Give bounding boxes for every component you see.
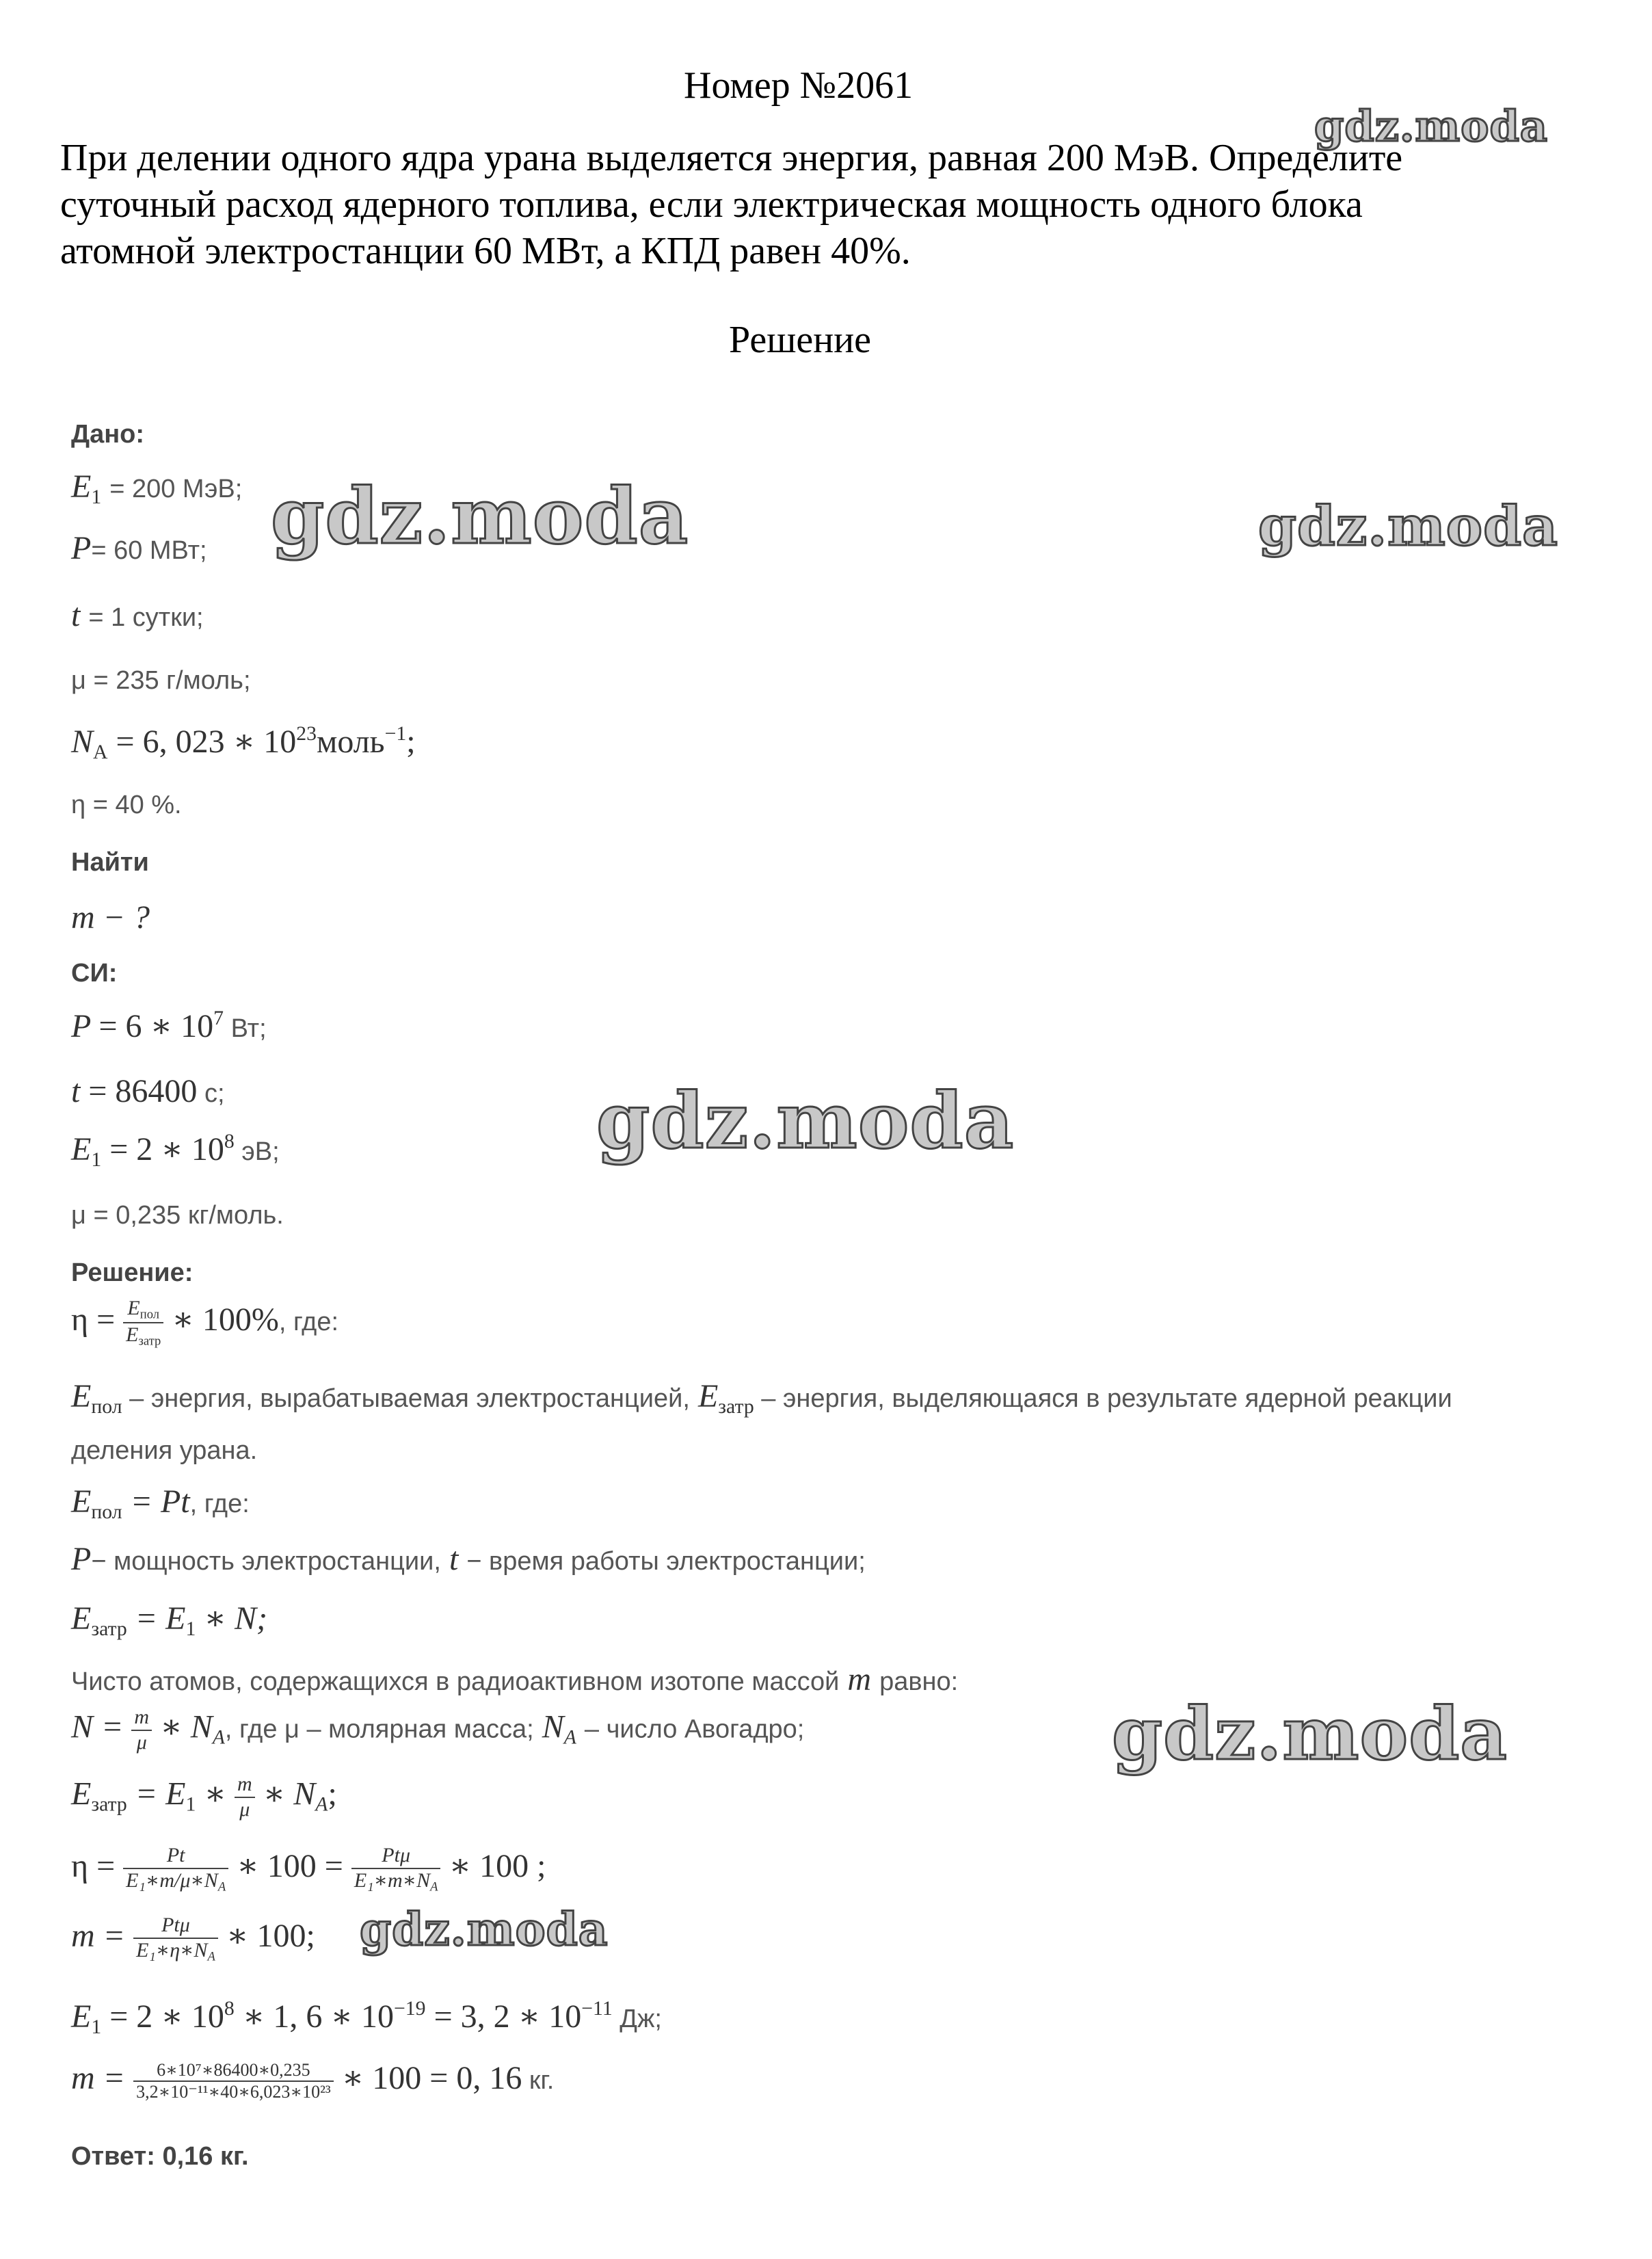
find-mass: m − ? xyxy=(71,899,150,936)
formula-efficiency-expanded: η = $\frac{Pt}{E_1∗m/\mu∗N_A}$ ∗ 100 = $\frac{\text{Ptμ}}{E_1∗m∗N_A}$ ∗ 100 ; xyxy=(71,1844,546,1894)
given-power: P= 60 МВт; xyxy=(71,530,207,566)
given-heading: Дано: xyxy=(71,420,145,449)
problem-text-line-1: При делении одного ядра урана выделяется энергия, равная 200 МэВ. Определите xyxy=(60,137,1403,179)
watermark-logo: gdz.moda xyxy=(1258,494,1558,558)
formula-mass-numeric: m = $\frac{\text{6∗10⁷∗86400∗0,235}}{\text{3,2∗10⁻¹¹∗40∗6,023∗10²³}}$ ∗ 100 = 0, 16 кг. xyxy=(71,2060,555,2102)
formula-atom-count: N = $\frac{m}{\mu}$ ∗ $N_A$, где μ – молярная масса; $N_A$ – число Авогадро; xyxy=(71,1706,805,1754)
watermark-logo: gdz.moda xyxy=(271,472,689,562)
solution-subheading: Решение: xyxy=(71,1258,194,1287)
formula-mass: m = $\frac{\text{Ptμ}}{E_1∗\eta∗N_A}$ ∗ 100; xyxy=(71,1914,315,1964)
formula-efficiency: η = $\frac{E_{пол}}{E_{затр}}$ ∗ 100%, где: xyxy=(71,1297,339,1349)
watermark-logo: gdz.moda xyxy=(360,1903,609,1956)
problem-text-line-2: суточный расход ядерного топлива, если электрическая мощность одного блока xyxy=(60,183,1363,226)
problem-number: Номер №2061 xyxy=(684,64,914,107)
text-power-time: P− мощность электростанции, t − время работы электростанции; xyxy=(71,1541,866,1577)
watermark-logo: gdz.moda xyxy=(1112,1691,1508,1776)
answer: Ответ: 0,16 кг. xyxy=(71,2142,249,2171)
find-heading: Найти xyxy=(71,848,149,877)
si-molar-mass: μ = 0,235 кг/моль. xyxy=(71,1201,284,1230)
text-uranium-fission: деления урана. xyxy=(71,1436,258,1465)
given-e1: $E_1 = 200$ МэВ; xyxy=(71,468,243,508)
si-e1: $E_1 = 2$ ∗ $10^8$ эВ; xyxy=(71,1130,280,1171)
text-energy-definitions: $E_{пол}$ – энергия, вырабатываемая электростанцией, $E_{затр}$ – энергия, выделяющаяся в результате ядерной реакции xyxy=(71,1378,1452,1418)
formula-e1-joules: $E_1 = 2$ ∗ $10^8$ ∗ 1, 6 ∗ $10^{-19} = 3$, 2 ∗ $10^{-11}$ Дж; xyxy=(71,1997,662,2038)
formula-spent-energy: $E_{затр} = E_1$ ∗ N; xyxy=(71,1600,267,1640)
formula-useful-energy: $E_{пол} = Pt$, где: xyxy=(71,1483,250,1523)
problem-text-line-3: атомной электростанции 60 МВт, а КПД равен 40%. xyxy=(60,230,911,272)
given-time: t = 1 сутки; xyxy=(71,597,204,633)
si-time: t = 86400 с; xyxy=(71,1073,225,1109)
given-avogadro: $N_А = 6$, 023 ∗ $10^{23}моль^{-1}$; xyxy=(71,722,416,763)
text-atom-count: Чисто атомов, содержащихся в радиоактивном изотопе массой m равно: xyxy=(71,1661,959,1697)
given-efficiency: η = 40 %. xyxy=(71,791,182,819)
solution-heading: Решение xyxy=(729,319,872,361)
watermark-logo: gdz.moda xyxy=(1314,101,1548,151)
watermark-logo: gdz.moda xyxy=(596,1076,1015,1166)
given-molar-mass: μ = 235 г/моль; xyxy=(71,666,251,695)
formula-spent-energy-expanded: $E_{затр} = E_1$ ∗ $\frac{m}{\mu}$ ∗ $N_A$; xyxy=(71,1773,337,1821)
si-heading: СИ: xyxy=(71,959,118,988)
si-power: P = 6 ∗ $10^7$ Вт; xyxy=(71,1007,267,1044)
